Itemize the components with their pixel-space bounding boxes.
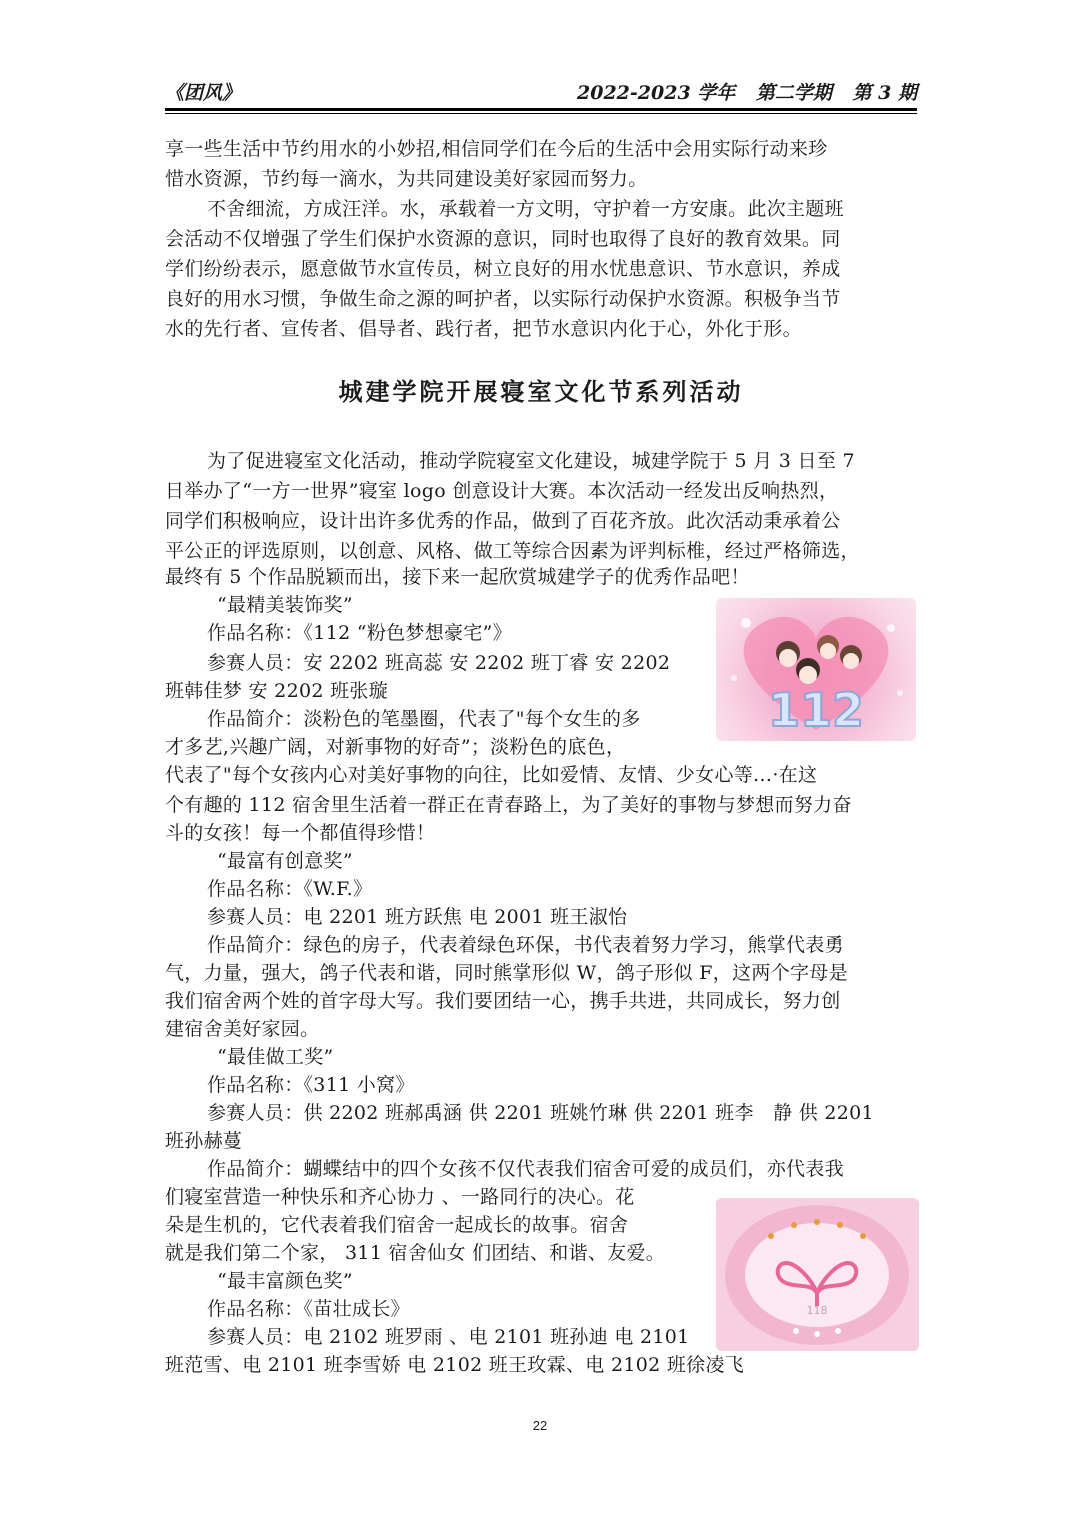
award-title: “最佳做工奖” <box>217 1046 334 1068</box>
text-line: 斗的女孩！每一个都值得珍惜！ <box>165 822 436 844</box>
text-line: 作品简介：淡粉色的笔墨圈，代表了"每个女生的多 <box>207 708 641 730</box>
text-line: 作品名称：《112 “粉色梦想豪宅”》 <box>207 622 512 644</box>
text-line: 作品简介：绿色的房子，代表着绿色环保，书代表着努力学习，熊掌代表勇 <box>207 934 844 956</box>
header-rule-thin <box>165 113 917 114</box>
text-line: 代表了"每个女孩内心对美好事物的向往，比如爱情、友情、少女心等…·在这 <box>165 764 818 786</box>
text-line: 水的先行者、宣传者、倡导者、践行者，把节水意识内化于心，外化于形。 <box>165 318 802 340</box>
text-line: 作品名称：《W.F.》 <box>207 878 373 900</box>
text-line: 良好的用水习惯，争做生命之源的呵护者，以实际行动保护水资源。积极争当节 <box>165 288 841 310</box>
text-line: 为了促进寝室文化活动，推动学院寝室文化建设，城建学院于 5 月 3 日至 7 <box>207 450 855 472</box>
text-line: 参赛人员：电 2201 班方跃焦 电 2001 班王淑怡 <box>207 906 628 928</box>
logo-number: 112 <box>767 683 865 737</box>
text-line: 班韩佳梦 安 2202 班张璇 <box>165 680 388 702</box>
text-line: 气，力量，强大，鸽子代表和谐，同时熊掌形似 W，鸽子形似 F，这两个字母是 <box>165 962 848 984</box>
text-line: 参赛人员：供 2202 班郝禹涵 供 2201 班姚竹琳 供 2201 班李 静 供 2201 <box>207 1102 874 1124</box>
text-line: 享一些生活中节约用水的小妙招,相信同学们在今后的生活中会用实际行动来珍 <box>165 138 828 160</box>
page-header <box>165 78 917 108</box>
text-line: 会活动不仅增强了学生们保护水资源的意识，同时也取得了良好的教育效果。同 <box>165 228 841 250</box>
text-line: 作品名称：《311 小窝》 <box>207 1074 415 1096</box>
article-title: 城建学院开展寝室文化节系列活动 <box>338 377 744 406</box>
page-number: 22 <box>532 1418 548 1433</box>
text-line: 参赛人员：安 2202 班高蕊 安 2202 班丁睿 安 2202 <box>207 652 671 674</box>
text-line: 日举办了“一方一世界”寝室 logo 创意设计大赛。本次活动一经发出反响热烈， <box>165 480 839 502</box>
text-line: 班孙赫蔓 <box>165 1130 243 1152</box>
text-line: 建宿舍美好家园。 <box>165 1018 320 1040</box>
text-line: 作品名称：《苗壮成长》 <box>207 1298 410 1320</box>
logo-number: 118 <box>806 1304 828 1317</box>
logo-112-image <box>716 598 916 741</box>
award-title: “最精美装饰奖” <box>217 594 353 616</box>
text-line: 个有趣的 112 宿舍里生活着一群正在青春路上，为了美好的事物与梦想而努力奋 <box>165 794 852 816</box>
text-line: 学们纷纷表示，愿意做节水宣传员，树立良好的用水忧患意识、节水意识，养成 <box>165 258 841 280</box>
issue-number: 第 3 期 <box>852 82 917 104</box>
text-line: 我们宿舍两个姓的首字母大写。我们要团结一心，携手共进，共同成长，努力创 <box>165 990 841 1012</box>
award-title: “最富有创意奖” <box>217 850 353 872</box>
heart-logo-icon <box>716 598 916 741</box>
text-line: 惜水资源，节约每一滴水，为共同建设美好家园而努力。 <box>165 168 648 190</box>
text-line: 参赛人员：电 2102 班罗雨 、电 2101 班孙迪 电 2101 <box>207 1326 690 1348</box>
text-line: 们寝室营造一种快乐和齐心协力 、一路同行的决心。花 <box>165 1186 635 1208</box>
text-line: 同学们积极响应，设计出许多优秀的作品，做到了百花齐放。此次活动秉承着公 <box>165 510 841 532</box>
award-title: “最丰富颜色奖” <box>217 1270 353 1292</box>
issue-info <box>563 78 917 105</box>
text-line: 作品简介：蝴蝶结中的四个女孩不仅代表我们宿舍可爱的成员们，亦代表我 <box>207 1158 844 1180</box>
text-line: 不舍细流，方成汪洋。水，承载着一方文明，守护着一方安康。此次主题班 <box>207 198 844 220</box>
text-line: 朵是生机的，它代表着我们宿舍一起成长的故事。宿舍 <box>165 1214 629 1236</box>
seedling-logo-icon <box>716 1198 919 1351</box>
text-line: 最终有 5 个作品脱颖而出，接下来一起欣赏城建学子的优秀作品吧！ <box>165 566 750 588</box>
text-line: 班范雪、电 2101 班李雪娇 电 2102 班王玫霖、电 2102 班徐凌飞 <box>165 1354 745 1376</box>
text-line: 就是我们第二个家， 311 宿舍仙女 们团结、和谐、友爱。 <box>165 1242 666 1264</box>
text-line: 平公正的评选原则，以创意、风格、做工等综合因素为评判标椎，经过严格筛选， <box>165 540 860 562</box>
academic-year: 2022-2023 学年 <box>577 82 736 104</box>
text-line: 才多艺,兴趣广阔，对新事物的好奇”；淡粉色的底色， <box>165 736 626 758</box>
header-rule-thick <box>165 108 917 111</box>
logo-118-image <box>716 1198 919 1351</box>
term: 第二学期 <box>755 82 832 104</box>
journal-name: 《团风》 <box>165 82 242 104</box>
